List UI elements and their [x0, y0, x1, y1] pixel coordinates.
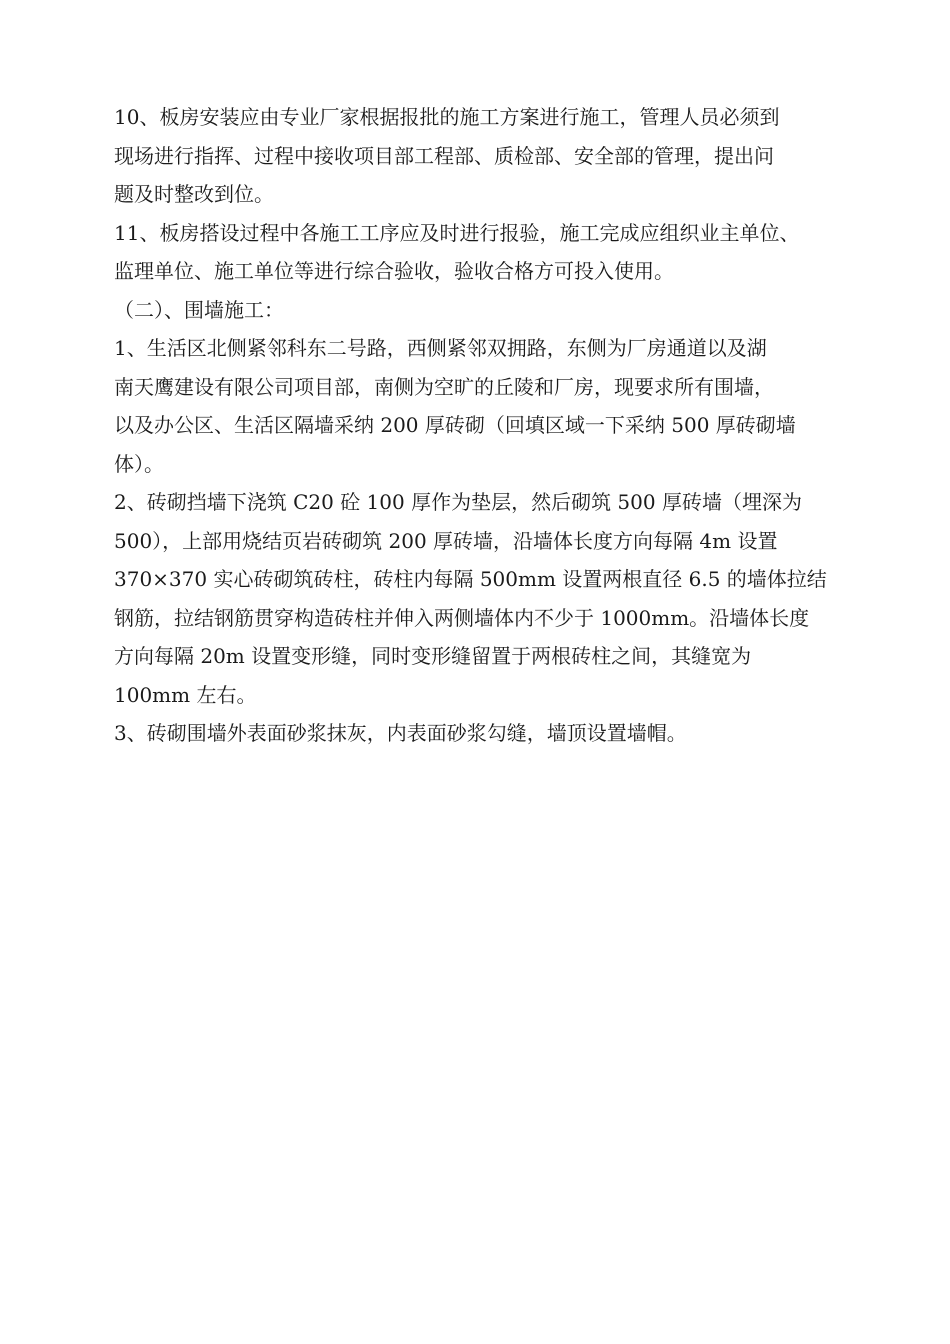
text-line: 370×370 实心砖砌筑砖柱，砖柱内每隔 500mm 设置两根直径 6.5 的墙体拉结 — [114, 567, 827, 591]
text-line: 监理单位、施工单位等进行综合验收，验收合格方可投入使用。 — [114, 259, 674, 283]
text-line: 现场进行指挥、过程中接收项目部工程部、质检部、安全部的管理，提出问 — [114, 143, 774, 168]
text-line: 1、生活区北侧紧邻科东二号路，西侧紧邻双拥路，东侧为厂房通道以及湖 — [114, 336, 767, 360]
text-line: 体）。 — [114, 451, 164, 476]
text-line: 11、板房搭设过程中各施工工序应及时进行报验，施工完成应组织业主单位、 — [114, 220, 800, 245]
text-line: 500），上部用烧结页岩砖砌筑 200 厚砖墙，沿墙体长度方向每隔 4m 设置 — [114, 528, 778, 553]
paragraph-item-3 — [114, 714, 874, 753]
document-page — [114, 98, 874, 753]
text-line: 2、砖砌挡墙下浇筑 C20 砼 100 厚作为垫层，然后砌筑 500 厚砖墙（埋深为 — [114, 490, 802, 514]
text-line: 10、板房安装应由专业厂家根据报批的施工方案进行施工，管理人员必须到 — [114, 105, 780, 129]
text-line: 以及办公区、生活区隔墙采纳 200 厚砖砌（回填区域一下采纳 500 厚砖砌墙 — [114, 413, 796, 437]
text-line: （二）、围墙施工： — [114, 297, 284, 322]
paragraph-item-1 — [114, 329, 874, 483]
text-line: 3、砖砌围墙外表面砂浆抹灰，内表面砂浆勾缝，墙顶设置墙帽。 — [114, 721, 687, 745]
text-line: 题及时整改到位。 — [114, 182, 274, 206]
paragraph-item-11 — [114, 214, 874, 291]
section-heading — [114, 291, 874, 330]
paragraph-item-2 — [114, 483, 874, 714]
paragraph-item-10 — [114, 98, 874, 214]
text-line: 方向每隔 20m 设置变形缝，同时变形缝留置于两根砖柱之间，其缝宽为 — [114, 644, 752, 668]
text-line: 钢筋，拉结钢筋贯穿构造砖柱并伸入两侧墙体内不少于 1000mm。沿墙体长度 — [114, 605, 810, 630]
text-line: 100mm 左右。 — [114, 682, 257, 707]
text-line: 南天鹰建设有限公司项目部，南侧为空旷的丘陵和厂房，现要求所有围墙， — [114, 374, 774, 399]
